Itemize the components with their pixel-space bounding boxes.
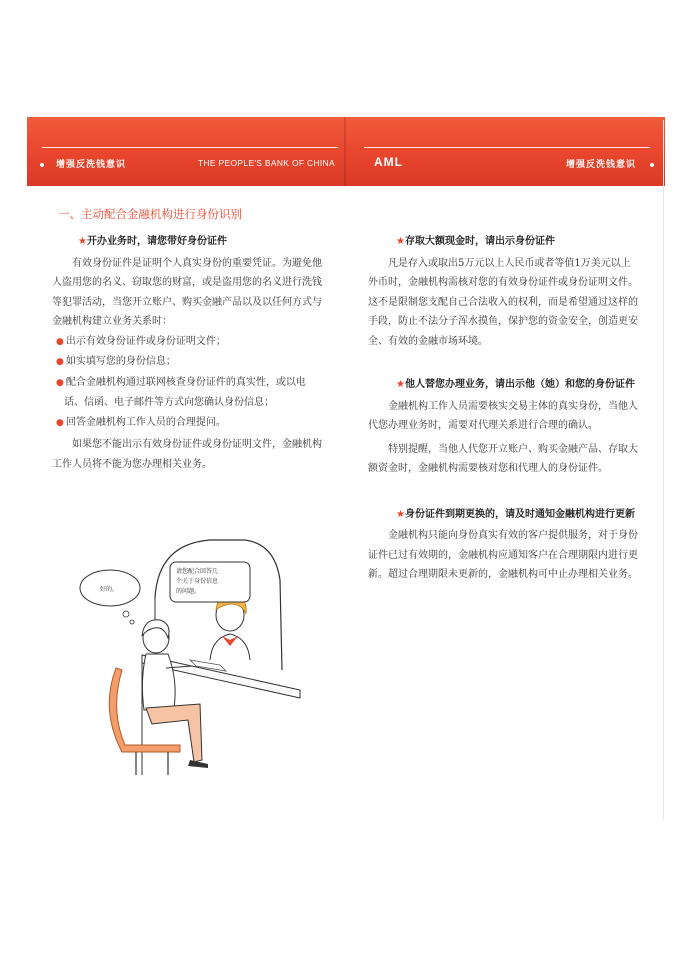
customer-body — [142, 654, 175, 710]
right-heading: ★身份证件到期更换的，请及时通知金融机构进行更新 — [396, 508, 635, 520]
bullet-item: ● 回答金融机构工作人员的合理提问。 — [56, 416, 226, 428]
clerk-bubble-line: 请您配合回答几 — [176, 568, 219, 575]
bullet-item: ● 如实填写您的身份信息； — [56, 356, 176, 367]
thought-dot — [130, 620, 134, 624]
spacer — [368, 479, 640, 505]
right-heading: ★存取大额现金时，请出示身份证件 — [396, 236, 555, 247]
left-column — [52, 232, 324, 474]
star-icon: ★ — [396, 236, 405, 247]
customer-legs — [146, 704, 202, 762]
right-column — [368, 232, 640, 585]
page-edge — [663, 120, 664, 820]
bullet-dot-icon: ● — [56, 336, 64, 347]
right-paragraph: 金融机构工作人员需要核实交易主体的真实身份，当他人代您办理业务时，需要对代理关系进行合理的确认。 — [368, 400, 638, 431]
header-dot-left — [40, 163, 44, 167]
header-rule-left — [42, 147, 338, 148]
header-tagline-right: 增强反洗钱意识 — [566, 160, 637, 170]
header-rule-right — [364, 147, 650, 148]
header-band — [27, 117, 665, 186]
clerk-body — [210, 634, 250, 660]
star-icon: ★ — [78, 236, 87, 247]
left-closing: 如果您不能出示有效身份证件或身份证明文件，金融机构工作人员将不能为您办理相关业务。 — [52, 439, 322, 470]
bullet-dot-icon: ● — [56, 357, 64, 367]
bank-counter-illustration — [70, 520, 310, 775]
bullet-item: ● 出示有效身份证件或身份证明文件； — [56, 335, 226, 347]
thought-dot — [123, 611, 129, 617]
star-icon: ★ — [396, 379, 405, 390]
header-aml: AML — [374, 155, 403, 169]
left-heading: ★开办业务时，请您带好身份证件 — [78, 236, 227, 247]
right-paragraph: 特别提醒，当他人代您开立账户、购买金融产品、存取大额资金时，金融机构需要核对您和代理人的身份证件。 — [368, 443, 638, 474]
header-bank-name: THE PEOPLE'S BANK OF CHINA — [198, 158, 335, 168]
section-title: 一、主动配合金融机构进行身份识别 — [58, 207, 242, 221]
bullet-item: ● 配合金融机构通过联网核查身份证件的真实性，或以电话、信函、电子邮件等方式向您确认身份信息； — [56, 376, 306, 408]
right-paragraph: 金融机构只能向身份真实有效的客户提供服务，对于身份证件已过有效期的，金融机构应通知客户在合理期限内进行更新。超过合理期限未更新的，金融机构可中止办理相关业务。 — [368, 530, 638, 580]
page-fold — [344, 117, 346, 186]
clerk-bubble-line: 的问题。 — [176, 588, 201, 595]
clerk-bubble-line: 个关于身份信息 — [176, 578, 219, 585]
right-heading: ★他人替您办理业务，请出示他（她）和您的身份证件 — [396, 379, 635, 390]
bullet-dot-icon: ● — [56, 377, 64, 388]
header-tagline-left: 增强反洗钱意识 — [56, 160, 127, 170]
spacer — [368, 351, 640, 375]
bullet-dot-icon: ● — [56, 417, 64, 428]
customer-bubble-text: 好的。 — [100, 586, 119, 593]
right-paragraph: 凡是存入或取出5万元以上人民币或者等值1万美元以上外币时，金融机构需核对您的有效身份证件或身份证明文件。这不是限制您支配自己合法收入的权利，而是希望通过这样的手段，防止不法分子浑水摸鱼，保护您的资金安全，创造更安全、有效的金融市场环境。 — [368, 257, 638, 347]
star-icon: ★ — [396, 508, 405, 520]
header-dot-right — [650, 163, 654, 167]
left-intro: 有效身份证件是证明个人真实身份的重要凭证。为避免他人盗用您的名义、窃取您的财富，或是盗用您的名义进行洗钱等犯罪活动，当您开立账户、购买金融产品以及以任何方式与金融机构建立业务关系时： — [52, 257, 322, 327]
